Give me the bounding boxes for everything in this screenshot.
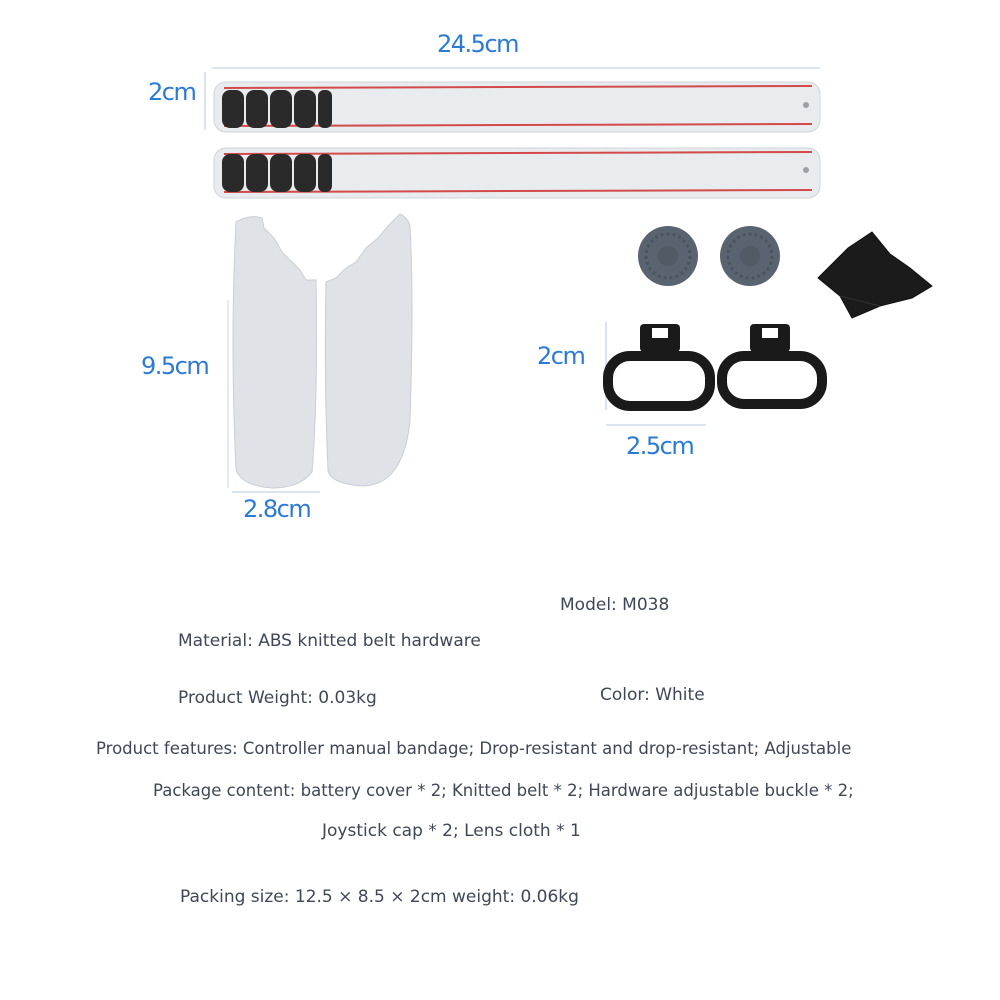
cover-width-label: 2.8cm — [243, 495, 311, 523]
battery-cover-left — [233, 217, 317, 488]
buckle-1 — [608, 324, 710, 406]
joystick-cap-2 — [720, 226, 780, 286]
weight-text: Product Weight: 0.03kg — [178, 688, 377, 708]
package-content-line2: Joystick cap * 2; Lens cloth * 1 — [322, 821, 581, 841]
buckle-2 — [722, 324, 822, 404]
color-text: Color: White — [600, 685, 705, 705]
lens-cloth — [818, 232, 932, 318]
knitted-belt-1 — [214, 82, 820, 132]
material-text: Material: ABS knitted belt hardware — [178, 631, 481, 651]
battery-cover-right — [325, 214, 412, 486]
features-text: Product features: Controller manual bandage; Drop-resistant and drop-resistant; Adjustable — [96, 739, 852, 758]
belt-width-label: 2cm — [148, 78, 196, 106]
knitted-belt-2 — [214, 148, 820, 198]
cover-height-label: 9.5cm — [141, 352, 209, 380]
packing-size-text: Packing size: 12.5 × 8.5 × 2cm weight: 0.06kg — [180, 887, 579, 907]
package-content-line1: Package content: battery cover * 2; Knitted belt * 2; Hardware adjustable buckle * 2; — [153, 781, 854, 800]
buckle-width-label: 2.5cm — [626, 432, 694, 460]
buckle-height-label: 2cm — [537, 342, 585, 370]
joystick-cap-1 — [638, 226, 698, 286]
belt-length-label: 24.5cm — [437, 30, 519, 58]
model-text: Model: M038 — [560, 595, 670, 615]
